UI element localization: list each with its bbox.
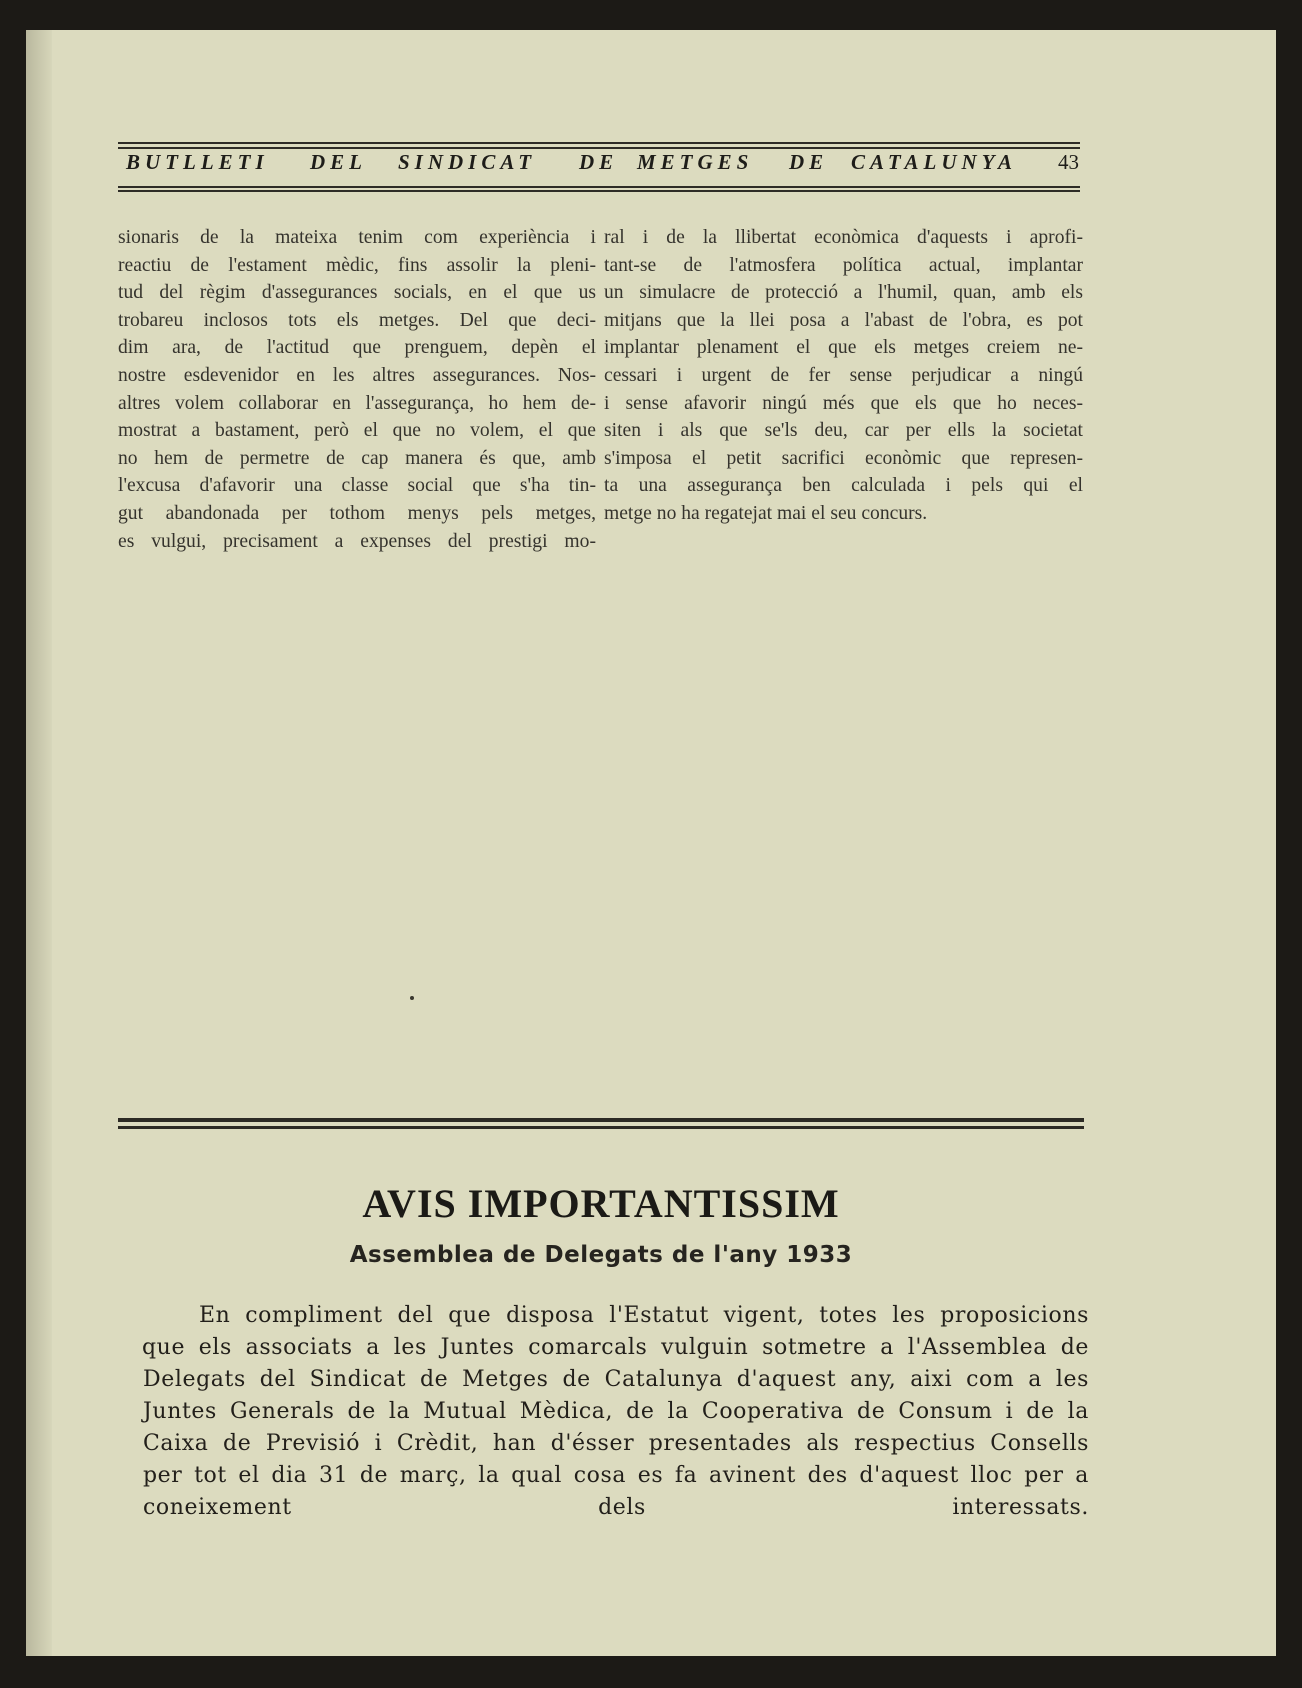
header-word: BUTLLETI bbox=[126, 150, 269, 174]
text-line: trobareu inclosos tots els metges. Del que deci- bbox=[118, 309, 596, 331]
print-speck bbox=[410, 996, 414, 1000]
announcement-line: coneixement dels interessats. bbox=[143, 1495, 1089, 1520]
header-word: CATALUNYA bbox=[851, 150, 1017, 174]
header-word: DE bbox=[789, 150, 829, 174]
header-word: DEL bbox=[310, 150, 367, 174]
text-line: i sense afavorir ningú més que els que ho neces- bbox=[604, 392, 1083, 414]
announcement-line: Delegats del Sindicat de Metges de Catalunya d'aquest any, aixi com a les bbox=[143, 1367, 1089, 1392]
text-line: un simulacre de protecció a l'humil, quan, amb els bbox=[604, 282, 1083, 304]
text-line: ta una assegurança ben calculada i pels qui el bbox=[604, 475, 1083, 497]
text-line: no hem de permetre de cap manera és que, amb bbox=[118, 447, 596, 469]
announcement-line: En compliment del que disposa l'Estatut vigent, totes les proposicions bbox=[199, 1303, 1089, 1328]
header-word: SINDICAT bbox=[398, 150, 537, 174]
text-line: sionaris de la mateixa tenim com experiència i bbox=[118, 227, 596, 248]
text-line: siten i als que se'ls deu, car per ells la societat bbox=[604, 420, 1083, 442]
text-column-left bbox=[118, 224, 596, 555]
text-line: nostre esdevenidor en les altres assegurances. Nos- bbox=[118, 364, 596, 386]
page-binding-edge bbox=[26, 30, 52, 1656]
text-line: s'imposa el petit sacrifici econòmic que represen- bbox=[604, 447, 1083, 469]
text-column-right bbox=[604, 224, 1083, 528]
announcement-line: que els associats a les Juntes comarcals vulguin sotmetre a l'Assemblea de bbox=[142, 1335, 1089, 1360]
text-line: es vulgui, precisament a expenses del prestigi mo- bbox=[118, 530, 596, 552]
text-line: dim ara, de l'actitud que prenguem, depèn el bbox=[118, 337, 596, 359]
announcement-line: Juntes Generals de la Mutual Mèdica, de la Cooperativa de Consum i de la bbox=[143, 1399, 1089, 1424]
announcement-subtitle: Assemblea de Delegats de l'any 1933 bbox=[349, 1242, 853, 1268]
text-line: ral i de la llibertat econòmica d'aquests i aprofi- bbox=[604, 227, 1083, 248]
announcement-line: per tot el dia 31 de març, la qual cosa es fa avinent des d'aquest lloc per a bbox=[143, 1463, 1089, 1488]
text-line: metge no ha regatejat mai el seu concurs. bbox=[604, 502, 928, 524]
announcement-line: Caixa de Previsió i Crèdit, han d'ésser presentades als respectius Consells bbox=[143, 1431, 1089, 1456]
announcement-title: AVIS IMPORTANTISSIM bbox=[362, 1181, 840, 1226]
text-line: mostrat a bastament, però el que no volem, el que bbox=[118, 420, 596, 442]
text-line: cessari i urgent de fer sense perjudicar a ningú bbox=[604, 364, 1083, 386]
announcement-body bbox=[143, 1300, 1089, 1524]
text-line: altres volem collaborar en l'assegurança, ho hem de- bbox=[118, 392, 596, 414]
page-number: 43 bbox=[1058, 150, 1079, 174]
text-line: mitjans que la llei posa a l'abast de l'obra, es pot bbox=[604, 309, 1083, 331]
text-line: gut abandonada per tothom menys pels metges, bbox=[118, 502, 596, 524]
text-line: l'excusa d'afavorir una classe social que s'ha tin- bbox=[118, 475, 596, 497]
text-line: reactiu de l'estament mèdic, fins assolir la pleni- bbox=[118, 254, 596, 276]
text-line: tant-se de l'atmosfera política actual, implantar bbox=[604, 254, 1083, 276]
text-line: tud del règim d'assegurances socials, en el que us bbox=[118, 282, 596, 304]
text-line: implantar plenament el que els metges creiem ne- bbox=[604, 337, 1083, 359]
running-header bbox=[118, 150, 1080, 180]
section-divider bbox=[118, 1118, 1084, 1132]
header-word: METGES bbox=[637, 150, 754, 174]
header-word: DE bbox=[579, 150, 619, 174]
